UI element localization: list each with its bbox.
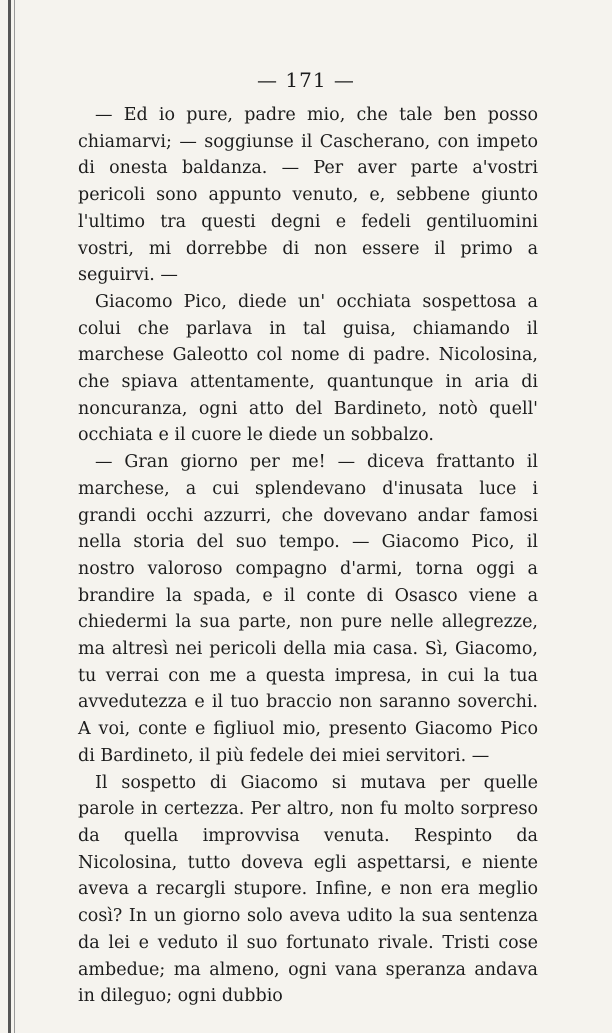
paragraph: — Gran giorno per me! — diceva frattanto il marchese, a cui splendevano d'inusata luce i grandi occhi azzurri, che dovevano andar famosi nella storia del suo tempo. — Giacomo Pico, il nostro valoroso compagno d'armi, torna oggi a brandire la spada, e il conte di Osasco viene a chiedermi la sua parte, non pure nelle allegrezze, ma altresì nei pericoli della mia casa. Sì, Giacomo, tu verrai con me a questa impresa, in cui la tua avvedutezza e il tuo braccio non saranno soverchi. A voi, conte e figliuol mio, presento Giacomo Pico di Bardineto, il più fedele dei miei servitori. — — [78, 452, 538, 766]
page-number: — 171 — — [257, 68, 355, 92]
body-text — [78, 102, 538, 1010]
paragraph: Giacomo Pico, diede un' occhiata sospettosa a colui che parlava in tal guisa, chiamando il marchese Galeotto col nome di padre. Nicolosina, che spiava attentamente, quantunque in aria di noncuranza, ogni atto del Bardineto, notò quell' occhiata e il cuore le diede un sobbalzo. — [78, 291, 538, 446]
page-binding-edge-inner — [14, 0, 15, 1033]
paragraph: — Ed io pure, padre mio, che tale ben posso chiamarvi; — soggiunse il Cascherano, con impeto di onesta baldanza. — Per aver parte a'vostri pericoli sono appunto venuto, e, sebbene giunto l'ultimo tra questi degni e fedeli gentiluomini vostri, mi dorrebbe di non essere il primo a seguirvi. — — [78, 105, 538, 286]
page-binding-edge — [8, 0, 11, 1033]
paragraph: Il sospetto di Giacomo si mutava per quelle parole in certezza. Per altro, non fu molto sorpreso da quella improvvisa venuta. Respinto da Nicolosina, tutto doveva egli aspettarsi, e niente aveva a recargli stupore. Infine, e non era meglio così? In un giorno solo aveva udito la sua sentenza da lei e veduto il suo fortunato rivale. Tristi cose ambedue; ma almeno, ogni vana speranza andava in dileguo; ogni dubbio — [78, 772, 538, 1007]
